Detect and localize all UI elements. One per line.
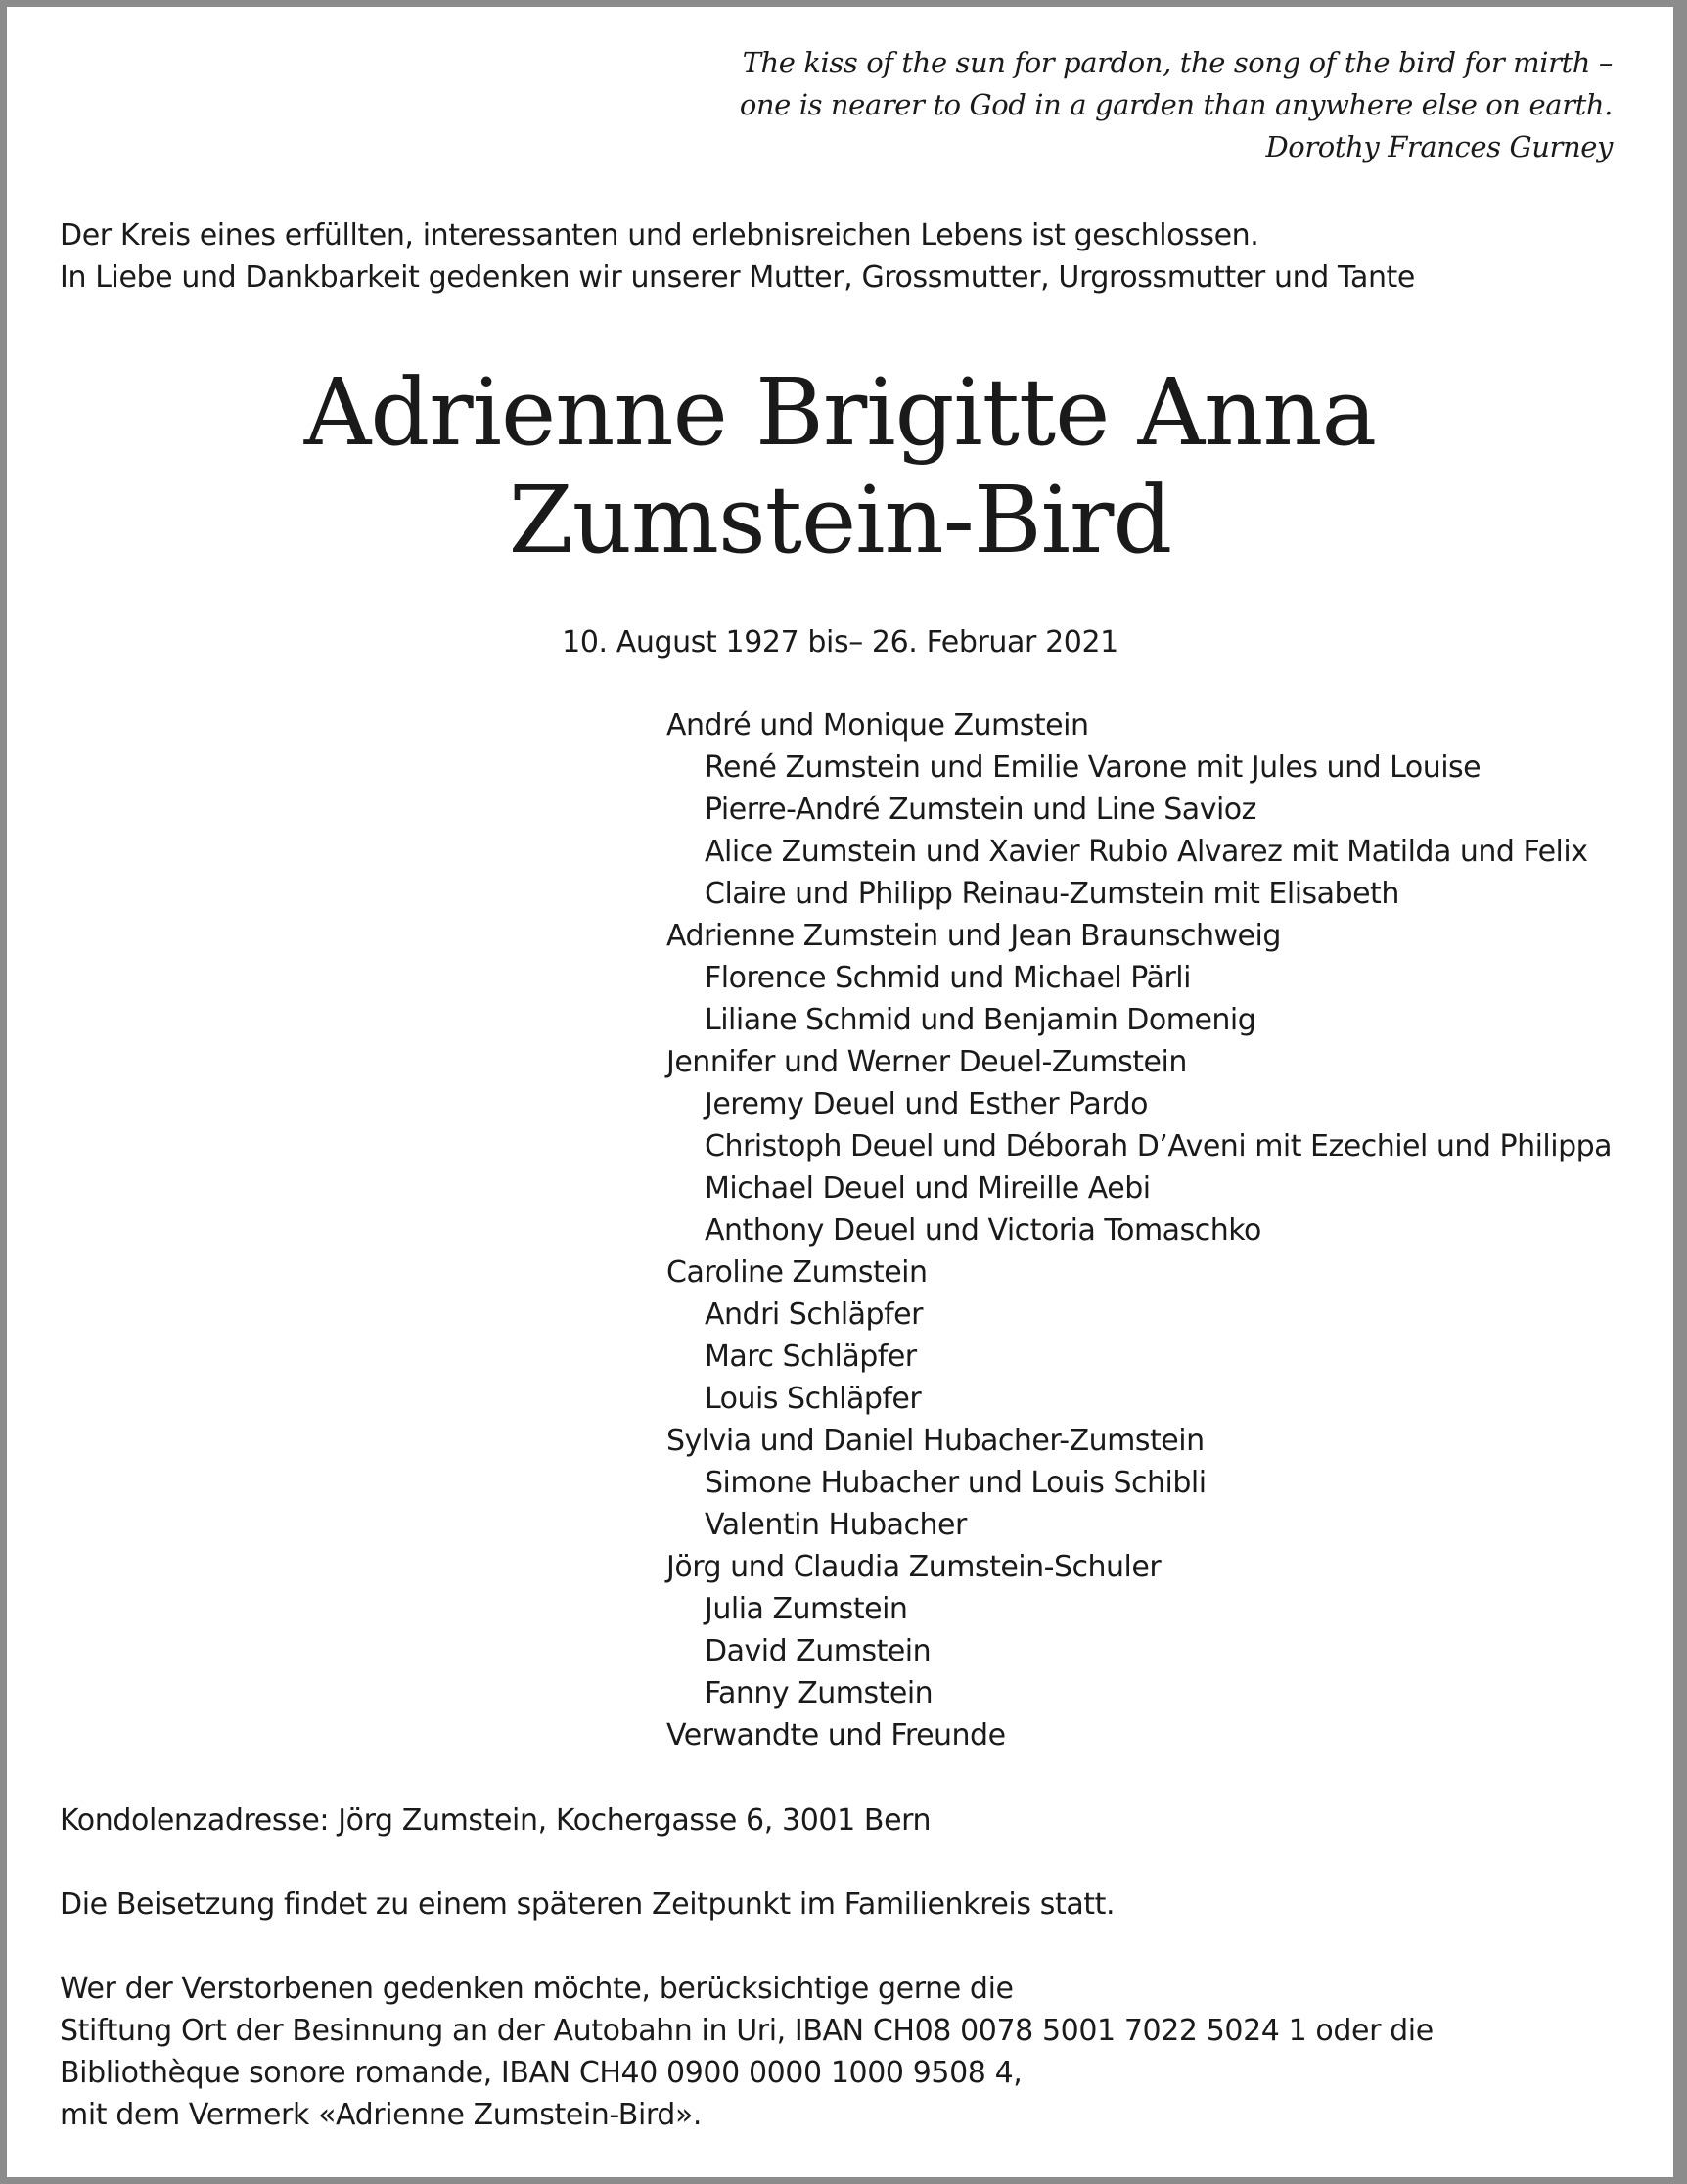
donation-line: mit dem Vermerk «Adrienne Zumstein-Bird». <box>60 2098 703 2132</box>
mourner-child-entry: Julia Zumstein <box>705 1592 908 1626</box>
mourner-child-entry: Claire und Philipp Reinau-Zumstein mit Elisabeth <box>705 877 1399 911</box>
mourner-child-entry: Anthony Deuel und Victoria Tomaschko <box>705 1213 1261 1248</box>
intro-line: Der Kreis eines erfüllten, interessanten und erlebnisreichen Lebens ist geschlossen. <box>60 218 1259 252</box>
condolence-address: Kondolenzadresse: Jörg Zumstein, Kochergasse 6, 3001 Bern <box>60 1803 932 1838</box>
obituary-page <box>7 7 1673 2177</box>
mourner-child-entry: Louis Schläpfer <box>705 1382 922 1416</box>
mourner-child-entry: Alice Zumstein und Xavier Rubio Alvarez mit Matilda und Felix <box>705 835 1588 869</box>
mourner-child-entry: Fanny Zumstein <box>705 1676 934 1710</box>
deceased-name-line: Zumstein-Bird <box>508 467 1172 574</box>
mourner-family-entry: Caroline Zumstein <box>666 1255 928 1290</box>
burial-notice: Die Beisetzung findet zu einem späteren Zeitpunkt im Familienkreis statt. <box>60 1888 1116 1922</box>
donation-line: Wer der Verstorbenen gedenken möchte, berücksichtige gerne die <box>60 1972 1014 2006</box>
mourner-child-entry: Jeremy Deuel und Esther Pardo <box>705 1087 1148 1121</box>
mourner-child-entry: Simone Hubacher und Louis Schibli <box>705 1466 1207 1500</box>
mourners-list <box>666 705 1612 1756</box>
mourner-child-entry: Pierre-André Zumstein und Line Savioz <box>705 793 1256 827</box>
mourner-family-entry: André und Monique Zumstein <box>666 708 1089 743</box>
epigraph-quote <box>740 42 1613 168</box>
intro-line: In Liebe und Dankbarkeit gedenken wir unserer Mutter, Grossmutter, Urgrossmutter und Tante <box>60 260 1415 295</box>
quote-line: The kiss of the sun for pardon, the song of the bird for mirth – <box>742 46 1613 79</box>
life-dates: 10. August 1927 bis– 26. Februar 2021 <box>562 625 1118 660</box>
intro-text <box>60 214 1415 298</box>
quote-author: Dorothy Frances Gurney <box>1265 130 1613 163</box>
mourner-child-entry: Andri Schläpfer <box>705 1297 923 1332</box>
deceased-name <box>7 359 1673 574</box>
mourner-child-entry: Michael Deuel und Mireille Aebi <box>705 1171 1151 1206</box>
deceased-name-line: Adrienne Brigitte Anna <box>303 359 1377 467</box>
mourner-child-entry: David Zumstein <box>705 1634 932 1668</box>
mourner-child-entry: Marc Schläpfer <box>705 1340 917 1374</box>
mourner-family-entry: Sylvia und Daniel Hubacher-Zumstein <box>666 1424 1205 1458</box>
mourner-family-entry: Adrienne Zumstein und Jean Braunschweig <box>666 919 1281 953</box>
mourner-child-entry: Valentin Hubacher <box>705 1508 967 1542</box>
mourner-family-entry: Jennifer und Werner Deuel-Zumstein <box>666 1045 1187 1079</box>
donation-line: Stiftung Ort der Besinnung an der Autobahn in Uri, IBAN CH08 0078 5001 7022 5024 1 oder die <box>60 2014 1434 2048</box>
quote-line: one is nearer to God in a garden than anywhere else on earth. <box>739 88 1613 121</box>
mourner-family-entry: Jörg und Claudia Zumstein-Schuler <box>666 1550 1162 1584</box>
mourner-child-entry: Florence Schmid und Michael Pärli <box>705 961 1191 995</box>
mourner-child-entry: René Zumstein und Emilie Varone mit Jules und Louise <box>705 751 1482 785</box>
donation-line: Bibliothèque sonore romande, IBAN CH40 0900 0000 1000 9508 4, <box>60 2056 1023 2090</box>
mourner-family-entry: Verwandte und Freunde <box>666 1718 1006 1752</box>
mourner-child-entry: Liliane Schmid und Benjamin Domenig <box>705 1003 1256 1037</box>
mourner-child-entry: Christoph Deuel und Déborah D’Aveni mit Ezechiel und Philippa <box>705 1129 1613 1163</box>
footer-notes <box>60 1799 1434 2136</box>
